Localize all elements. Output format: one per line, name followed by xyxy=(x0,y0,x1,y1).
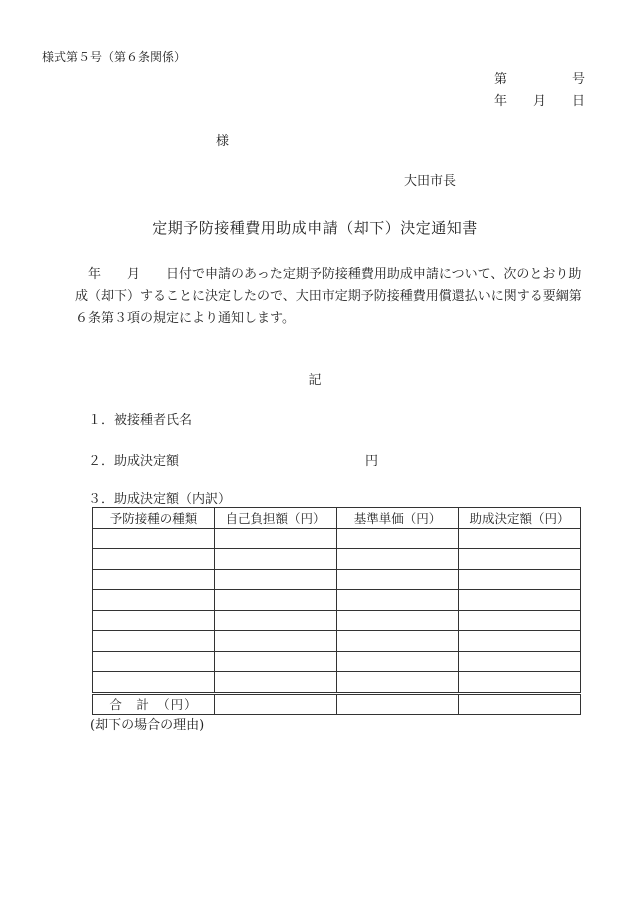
table-cell xyxy=(93,672,215,694)
table-row xyxy=(93,569,581,590)
table-cell xyxy=(459,590,581,611)
table-cell xyxy=(337,569,459,590)
total-base-price-cell xyxy=(337,693,459,715)
vaccinee-name-label: １．被接種者氏名 xyxy=(88,413,193,428)
header-self-pay: 自己負担額（円） xyxy=(215,508,337,529)
table-cell xyxy=(215,610,337,631)
table-row xyxy=(93,549,581,570)
table-row xyxy=(93,651,581,672)
table-cell xyxy=(93,610,215,631)
table-cell xyxy=(337,549,459,570)
table-cell xyxy=(459,569,581,590)
table-cell xyxy=(93,528,215,549)
table-cell xyxy=(337,631,459,652)
header-base-price: 基準単価（円） xyxy=(337,508,459,529)
table-cell xyxy=(93,651,215,672)
table-cell xyxy=(215,590,337,611)
breakdown-label: ３．助成決定額（内訳） xyxy=(88,492,232,507)
addressee: 様 xyxy=(216,134,230,149)
total-label: 合 計 （円） xyxy=(93,693,215,715)
table-row xyxy=(93,631,581,652)
form-number: 様式第５号（第６条関係） xyxy=(42,50,187,64)
breakdown-table xyxy=(92,507,581,715)
grant-amount-unit: 円 xyxy=(365,454,379,469)
table-cell xyxy=(215,631,337,652)
issuer: 大田市長 xyxy=(404,174,457,189)
table-cell xyxy=(93,569,215,590)
total-row xyxy=(93,693,581,715)
header-grant-amount: 助成決定額（円） xyxy=(459,508,581,529)
table-cell xyxy=(93,631,215,652)
table-body xyxy=(93,528,581,693)
table-cell xyxy=(93,549,215,570)
table-cell xyxy=(215,549,337,570)
table-cell xyxy=(337,528,459,549)
table-cell xyxy=(337,672,459,694)
total-grant-cell xyxy=(459,693,581,715)
note-heading: 記 xyxy=(308,373,322,388)
grant-amount-label: ２．助成決定額 xyxy=(88,454,180,469)
table-cell xyxy=(215,569,337,590)
document-number: 第 号 xyxy=(493,72,585,87)
rejection-reason-label: (却下の場合の理由) xyxy=(90,718,205,733)
table-cell xyxy=(215,672,337,694)
table-cell xyxy=(459,610,581,631)
table-row xyxy=(93,610,581,631)
table-cell xyxy=(215,651,337,672)
table-row xyxy=(93,528,581,549)
table-header-row xyxy=(93,508,581,529)
header-vaccine-type: 予防接種の種類 xyxy=(93,508,215,529)
table-cell xyxy=(459,631,581,652)
table-row xyxy=(93,590,581,611)
table-cell xyxy=(337,651,459,672)
table-cell xyxy=(337,610,459,631)
issue-date: 年 月 日 xyxy=(493,94,585,109)
table-cell xyxy=(459,549,581,570)
table-cell xyxy=(459,672,581,694)
document-title: 定期予防接種費用助成申請（却下）決定通知書 xyxy=(152,219,478,237)
total-self-pay-cell xyxy=(215,693,337,715)
table-row xyxy=(93,672,581,694)
table-cell xyxy=(459,528,581,549)
table-cell xyxy=(337,590,459,611)
table-cell xyxy=(459,651,581,672)
table-cell xyxy=(215,528,337,549)
body-paragraph: 年 月 日付で申請のあった定期予防接種費用助成申請について、次のとおり助成（却下）することに決定したので、大田市定期予防接種費用償還払いに関する要綱第６条第３項の規定により通知します。 xyxy=(75,267,582,326)
table-cell xyxy=(93,590,215,611)
